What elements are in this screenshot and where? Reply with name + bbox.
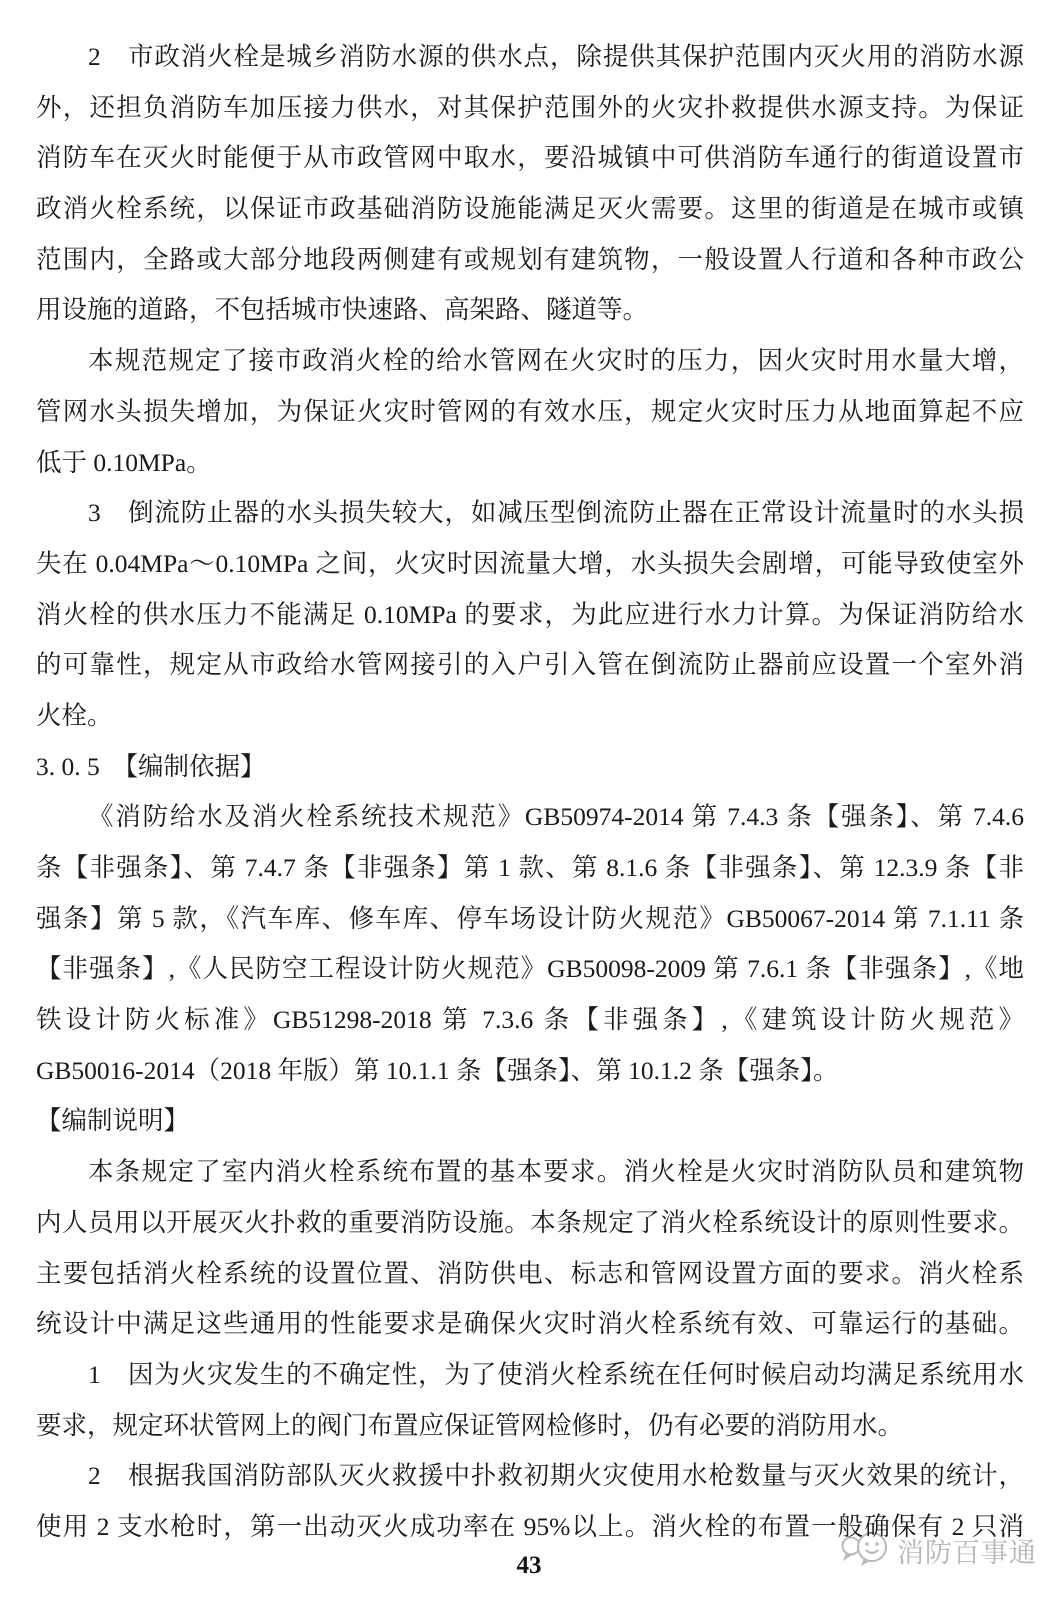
text-line: 外，还担负消防车加压接力供水，对其保护范围外的火灾扑救提供水源支持。为保证 (36, 92, 1024, 122)
text-line: 失在 0.04MPa～0.10MPa 之间，火灾时因流量大增，水头损失会剧增，可能导致使室外 (36, 548, 1024, 578)
text-line: 本条规定了室内消火栓系统布置的基本要求。消火栓是火灾时消防队员和建筑物 (88, 1157, 1024, 1187)
text-line: 的可靠性，规定从市政给水管网接引的入户引入管在倒流防止器前应设置一个室外消 (36, 650, 1024, 680)
text-line: 用设施的道路，不包括城市快速路、高架路、隧道等。 (36, 295, 649, 325)
text-line: 《消防给水及消火栓系统技术规范》GB50974-2014 第 7.4.3 条【强条】、第 7.4.6 (88, 802, 1024, 832)
text-line: GB50016-2014（2018 年版）第 10.1.1 条【强条】、第 10.1.2 条【强条】。 (36, 1055, 839, 1085)
text-line: 消火栓的供水压力不能满足 0.10MPa 的要求，为此应进行水力计算。为保证消防给水 (36, 599, 1024, 629)
section-heading: 【编制说明】 (36, 1106, 190, 1136)
text-line: 1 因为火灾发生的不确定性，为了使消火栓系统在任何时候启动均满足系统用水 (88, 1359, 1024, 1389)
text-line: 政消火栓系统，以保证市政基础消防设施能满足灭火需要。这里的街道是在城市或镇 (36, 194, 1024, 224)
text-line: 【非强条】,《人民防空工程设计防火规范》GB50098-2009 第 7.6.1 条【非强条】,《地 (36, 954, 1024, 984)
text-line: 条【非强条】、第 7.4.7 条【非强条】第 1 款、第 8.1.6 条【非强条】、第 12.3.9 条【非 (36, 853, 1024, 882)
text-line: 要求，规定环状管网上的阀门布置应保证管网检修时，仍有必要的消防用水。 (36, 1410, 904, 1440)
text-line: 强条】第 5 款，《汽车库、修车库、停车场设计防火规范》GB50067-2014 第 7.1.11 条 (36, 903, 1024, 933)
text-line: 统设计中满足这些通用的性能要求是确保火灾时消火栓系统有效、可靠运行的基础。 (36, 1309, 1024, 1339)
watermark-text: 消防百事通 (897, 1538, 1037, 1568)
text-line: 低于 0.10MPa。 (36, 447, 212, 477)
text-line: 2 市政消火栓是城乡消防水源的供水点，除提供其保护范围内灭火用的消防水源 (88, 42, 1024, 71)
text-line: 铁设计防火标准》GB51298-2018 第 7.3.6 条【非强条】,《建筑设计防火规范》 (36, 1005, 1024, 1035)
text-line: 范围内，全路或大部分地段两侧建有或规划有建筑物，一般设置人行道和各种市政公 (36, 244, 1024, 274)
text-line: 内人员用以开展灭火扑救的重要消防设施。本条规定了消火栓系统设计的原则性要求。 (36, 1207, 1024, 1237)
text-line: 3 倒流防止器的水头损失较大，如减压型倒流防止器在正常设计流量时的水头损 (88, 498, 1024, 528)
text-line: 火栓。 (36, 700, 113, 730)
page-number: 43 (516, 1552, 542, 1579)
document-body (36, 32, 1024, 1553)
text-line: 本规范规定了接市政消火栓的给水管网在火灾时的压力，因火灾时用水量大增， (88, 346, 1024, 376)
text-line: 主要包括消火栓系统的设置位置、消防供电、标志和管网设置方面的要求。消火栓系 (36, 1258, 1024, 1288)
section-heading: 3. 0. 5 【编制依据】 (36, 751, 266, 781)
text-line: 使用 2 支水枪时，第一出动灭火成功率在 95%以上。消火栓的布置一般确保有 2 只消 (36, 1511, 1024, 1541)
text-line: 管网水头损失增加，为保证火灾时管网的有效水压，规定火灾时压力从地面算起不应 (36, 396, 1024, 426)
text-line: 2 根据我国消防部队灭火救援中扑救初期火灾使用水枪数量与灭火效果的统计， (88, 1461, 1024, 1491)
text-line: 消防车在灭火时能便于从市政管网中取水，要沿城镇中可供消防车通行的街道设置市 (36, 143, 1024, 173)
